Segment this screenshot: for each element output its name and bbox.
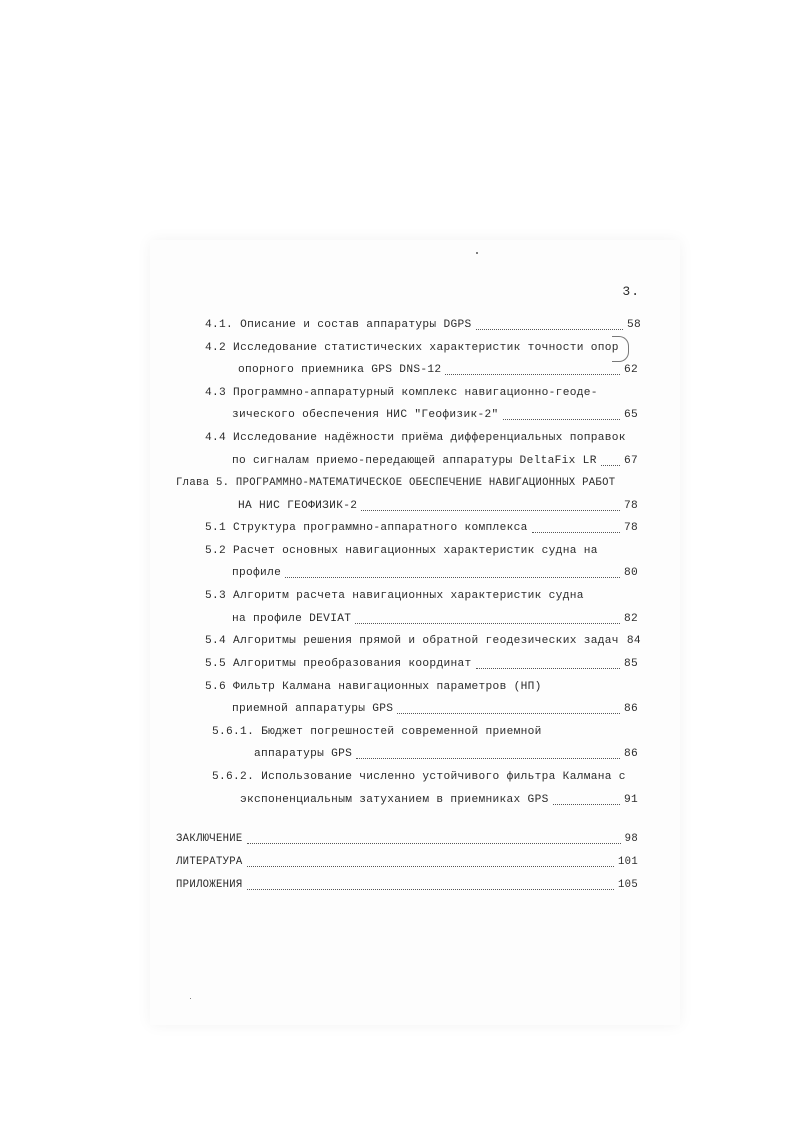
toc-entry-page: 58 — [626, 319, 641, 331]
toc-entry — [232, 406, 638, 424]
dot-leader — [247, 843, 621, 844]
toc-entry-page: 98 — [624, 833, 638, 845]
dot-leader — [445, 374, 620, 375]
dot-leader — [285, 577, 620, 578]
dot-leader — [476, 668, 620, 669]
toc-entry-title: НА НИС ГЕОФИЗИК-2 — [238, 500, 358, 512]
toc-entry-page: 105 — [618, 879, 638, 891]
dot-leader — [355, 623, 620, 624]
toc-entry-title: 4.1. Описание и состав аппаратуры DGPS — [205, 319, 472, 331]
toc-entry-title: 5.3 Алгоритм расчета навигационных характеристик судна — [205, 590, 584, 602]
toc-entry-page: 85 — [623, 658, 638, 670]
page-number: 3. — [622, 284, 640, 299]
toc-entry-title: 5.6 Фильтр Калмана навигационных параметров (НП) — [205, 681, 542, 693]
chapter-heading — [176, 474, 638, 492]
toc-entry-title: ЗАКЛЮЧЕНИЕ — [176, 833, 243, 845]
dot-leader — [532, 532, 620, 533]
dot-leader — [356, 758, 620, 759]
dot-leader — [503, 419, 620, 420]
toc-entry — [254, 745, 638, 763]
toc-entry-title: по сигналам приемо-передающей аппаратуры DeltaFix LR — [232, 455, 597, 467]
toc-entry-page: 67 — [623, 455, 638, 467]
toc-entry-page: 80 — [623, 567, 638, 579]
toc-entry — [212, 723, 638, 741]
toc-entry-page: 65 — [623, 409, 638, 421]
toc-entry — [238, 497, 638, 515]
toc-entry — [232, 700, 638, 718]
toc-entry — [205, 678, 641, 696]
toc-entry — [205, 655, 638, 673]
toc-entry — [212, 768, 642, 786]
toc-entry-page: 84 — [626, 635, 641, 647]
dot-leader — [397, 713, 620, 714]
toc-entry-page: 78 — [623, 522, 638, 534]
toc-entry — [205, 316, 641, 334]
toc-entry — [240, 791, 638, 809]
toc-entry-title: зического обеспечения НИС "Геофизик-2" — [232, 409, 499, 421]
toc-entry-page: 101 — [618, 856, 638, 868]
toc-entry — [205, 542, 641, 560]
dot-leader — [247, 866, 614, 867]
toc-entry — [205, 519, 638, 537]
handwritten-mark — [612, 336, 629, 362]
toc-entry — [176, 853, 638, 871]
toc-entry-page: 82 — [623, 613, 638, 625]
toc-entry — [232, 452, 638, 470]
toc-entry-title: приемной аппаратуры GPS — [232, 703, 394, 715]
toc-entry-page: 78 — [623, 500, 638, 512]
toc-entry-title: 4.2 Исследование статистических характеристик точности опор — [205, 342, 619, 354]
toc-entry-title: 5.6.1. Бюджет погрешностей современной приемной — [212, 726, 542, 738]
toc-entry-page: 91 — [623, 794, 638, 806]
toc-entry-title: профиле — [232, 567, 282, 579]
toc-entry-title: 4.3 Программно-аппаратурный комплекс навигационно-геоде- — [205, 387, 598, 399]
dot-leader — [476, 329, 623, 330]
toc-entry-title: на профиле DEVIAT — [232, 613, 352, 625]
toc-entry-title: 5.2 Расчет основных навигационных характеристик судна на — [205, 545, 598, 557]
dot-leader — [553, 804, 620, 805]
dot-leader — [247, 889, 614, 890]
toc-entry — [205, 429, 641, 447]
toc-entry — [176, 876, 638, 894]
toc-entry-title: 5.6.2. Использование численно устойчивого фильтра Калмана с — [212, 771, 626, 783]
dot-leader — [361, 510, 620, 511]
toc-entry-title: опорного приемника GPS DNS-12 — [238, 364, 442, 376]
toc-entry — [205, 339, 641, 357]
toc-entry-title: Глава 5. ПРОГРАММНО-МАТЕМАТИЧЕСКОЕ ОБЕСПЕЧЕНИЕ НАВИГАЦИОННЫХ РАБОТ — [176, 477, 616, 489]
toc-entry — [232, 564, 638, 582]
toc-entry — [205, 632, 641, 650]
toc-entry-page: 86 — [623, 703, 638, 715]
toc-entry — [205, 587, 641, 605]
toc-entry-title: ЛИТЕРАТУРА — [176, 856, 243, 868]
toc-entry-title: 5.5 Алгоритмы преобразования координат — [205, 658, 472, 670]
toc-entry-title: ПРИЛОЖЕНИЯ — [176, 879, 243, 891]
toc-entry-page: 62 — [623, 364, 638, 376]
toc-entry-page: 86 — [623, 748, 638, 760]
toc-entry — [238, 361, 638, 379]
dot-leader — [601, 465, 620, 466]
toc-entry-title: 4.4 Исследование надёжности приёма дифференциальных поправок — [205, 432, 626, 444]
toc-entry-title: аппаратуры GPS — [254, 748, 353, 760]
toc-entry-title: экспоненциальным затуханием в приемниках GPS — [240, 794, 549, 806]
toc-entry — [205, 384, 641, 402]
toc-entry-title: 5.1 Структура программно-аппаратного комплекса — [205, 522, 528, 534]
toc-entry — [176, 830, 638, 848]
toc-entry — [232, 610, 638, 628]
toc-entry-title: 5.4 Алгоритмы решения прямой и обратной геодезических задач — [205, 635, 619, 647]
